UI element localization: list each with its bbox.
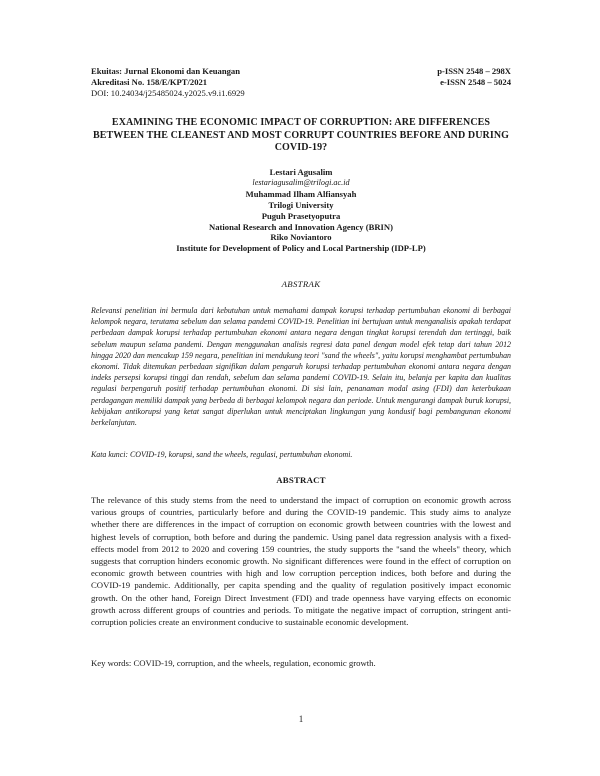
doi-link[interactable]: DOI: 10.24034/j25485024.y2025.v9.i1.6929 (91, 88, 245, 98)
keywords: Key words: COVID-19, corruption, and the wheels, regulation, economic growth. (91, 658, 376, 668)
journal-header-left (91, 66, 391, 99)
abstract-text: The relevance of this study stems from the need to understand the impact of corruption on economic growth across various groups of countries, particularly before and during the COVID-19 pandemic. This study aims to analyze whether there are differences in the impact of corruption on economic growth between countries with the lowest and highest levels of corruption, both before and during the pandemic. Using panel data regression analysis with a fixed-effects model from 2012 to 2020 and covering 159 countries, the study supports the "sand the wheels" theory, which suggests that corruption hinders economic growth. No significant differences were found in the effect of corruption on economic growth between countries with high and low corruption perception indices, both before and during the COVID-19 pandemic. Additionally, per capita spending and the quality of regulation positively impact economic growth. On the other hand, Foreign Direct Investment (FDI) and trade openness have varying effects on economic growth across different groups of countries and periods. To mitigate the negative impact of corruption, stringent anti-corruption policies create an environment conducive to sustainable economic development. (91, 495, 511, 628)
journal-header-right (405, 66, 511, 88)
author-name: Muhammad Ilham Alfiansyah (245, 188, 357, 199)
abstrak-text: Relevansi penelitian ini bermula dari kebutuhan untuk memahami dampak korupsi terhadap pertumbuhan ekonomi di berbagai kelompok negara, terutama sebelum dan selama pandemi COVID-19. Penelitian ini bertujuan untuk menganalisis apakah terdapat perbedaan dampak korupsi terhadap pertumbuhan ekonomi antara negara dengan tingkat korupsi terendah dan tertinggi, baik sebelum maupun selama pandemi. Dengan menggunakan analisis regresi data panel dengan model efek tetap dari tahun 2012 hingga 2020 dan mencakup 159 negara, penelitian ini mendukung teori "sand the wheels", yaitu korupsi menghambat pertumbuhan ekonomi. Tidak ditemukan perbedaan signifikan dalam pengaruh korupsi terhadap pertumbuhan ekonomi antara negara dengan indeks persepsi korupsi tinggi dan rendah, sebelum dan selama pandemi COVID-19. Selain itu, belanja per kapita dan kualitas regulasi berpengaruh positif terhadap pertumbuhan ekonomi. Di sisi lain, penanaman modal asing (FDI) dan keterbukaan perdagangan memiliki dampak yang berbeda di berbagai kelompok negara dan periode. Untuk mengurangi dampak buruk korupsi, kebijakan antikorupsi yang ketat sangat diperlukan untuk menciptakan lingkungan yang kondusif bagi pembangunan ekonomi berkelanjutan. (91, 306, 511, 428)
author-email[interactable]: lestariagusalim@trilogi.ac.id (252, 177, 350, 187)
author-name: Lestari Agusalim (269, 167, 333, 177)
p-issn: p-ISSN 2548 – 298X (437, 66, 511, 76)
accreditation: Akreditasi No. 158/E/KPT/2021 (91, 77, 208, 87)
author-block (91, 167, 511, 254)
e-issn: e-ISSN 2548 – 5024 (440, 77, 511, 87)
journal-name: Ekuitas: Jurnal Ekonomi dan Keuangan (91, 66, 241, 76)
abstrak-heading: ABSTRAK (281, 279, 321, 289)
author-affiliation: Trilogi University (268, 199, 334, 210)
abstract-heading: ABSTRACT (276, 475, 326, 485)
author-name: Puguh Prasetyoputra (261, 210, 341, 221)
paper-title: EXAMINING THE ECONOMIC IMPACT OF CORRUPTION: ARE DIFFERENCES BETWEEN THE CLEANEST AND MOST CORRUPT COUNTRIES BEFORE AND DURING COVID-19? (92, 117, 510, 153)
kata-kunci: Kata kunci: COVID-19, korupsi, sand the wheels, regulasi, pertumbuhan ekonomi. (91, 450, 353, 459)
page-number: 1 (298, 714, 304, 724)
author-affiliation: Institute for Development of Policy and Local Partnership (IDP-LP) (176, 243, 426, 254)
author-name: Riko Noviantoro (270, 232, 332, 243)
author-affiliation: National Research and Innovation Agency (BRIN) (209, 221, 393, 232)
